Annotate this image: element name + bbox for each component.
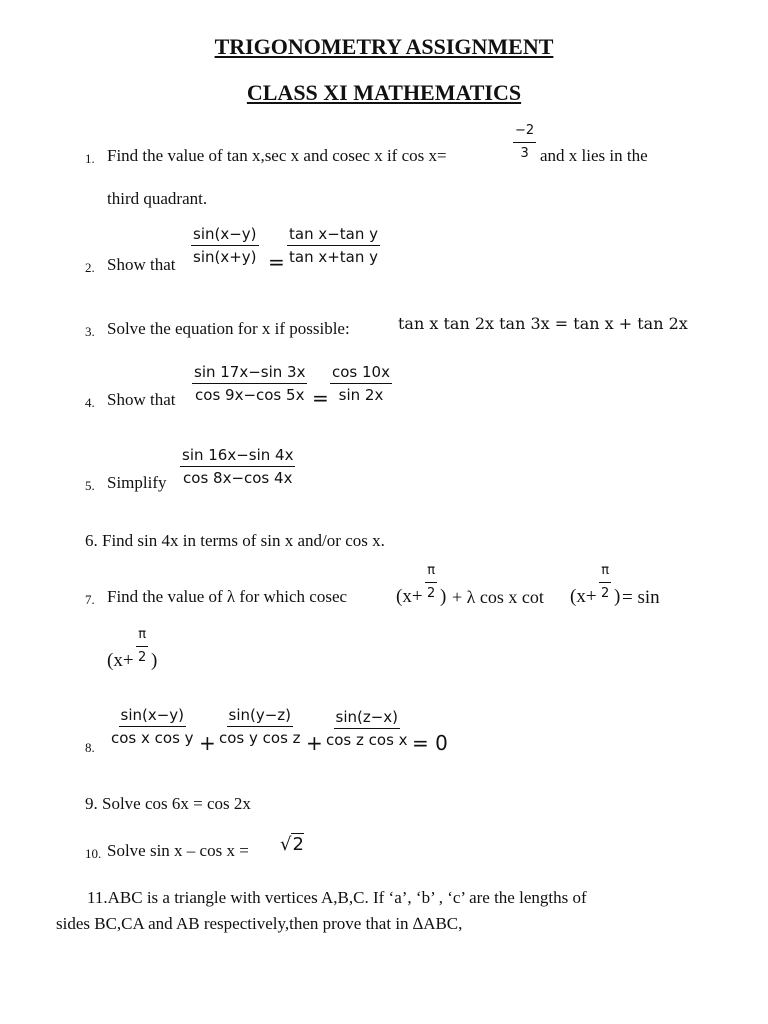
fraction-numerator: π <box>136 626 148 647</box>
question-text: + λ cos x cot <box>452 587 544 607</box>
fraction-numerator: π <box>599 562 611 583</box>
equals-sign: = <box>268 250 285 274</box>
fraction-numerator: sin(y−z) <box>227 706 294 727</box>
argument-close: ) <box>440 586 447 607</box>
fraction <box>191 225 259 266</box>
question-text: sides BC,CA and AB respectively,then prove that in ∆ABC, <box>56 914 463 933</box>
argument-close: ) <box>151 650 158 671</box>
equation: tan x tan 2x tan 3x = tan x + tan 2x <box>398 314 688 333</box>
fraction-numerator: sin(x−y) <box>191 225 259 246</box>
question-text: Solve the equation for x if possible: <box>107 319 350 338</box>
fraction-numerator: sin(z−x) <box>334 708 401 729</box>
question-number: 7. <box>85 592 95 607</box>
question-text: Simplify <box>107 473 167 492</box>
fraction <box>324 708 410 749</box>
fraction-denominator: 2 <box>601 586 610 601</box>
fraction-denominator: 2 <box>427 586 436 601</box>
question-number: 2. <box>85 260 95 275</box>
radicand: 2 <box>292 834 304 855</box>
fraction <box>109 706 196 747</box>
argument-close: ) <box>614 586 621 607</box>
question-number: 8. <box>85 740 95 755</box>
fraction <box>217 706 303 747</box>
question-text: Show that <box>107 390 176 409</box>
fraction-denominator: 3 <box>520 146 529 161</box>
question-text: Solve sin x – cos x = <box>107 841 249 860</box>
question-number: 5. <box>85 478 95 493</box>
question-text: and x lies in the <box>540 146 648 165</box>
question-text: Find the value of λ for which cosec <box>107 587 348 606</box>
page-subtitle: CLASS XI MATHEMATICS <box>246 80 522 105</box>
fraction-denominator: 2 <box>138 650 147 665</box>
question-text: Show that <box>107 255 176 274</box>
fraction-denominator: cos 8x−cos 4x <box>183 469 293 487</box>
question-number: 3. <box>85 324 95 339</box>
argument-open: (x+ <box>107 650 134 671</box>
question-number: 4. <box>85 395 95 410</box>
fraction <box>136 626 148 667</box>
fraction-numerator: tan x−tan y <box>287 225 380 246</box>
fraction-denominator: cos 9x−cos 5x <box>195 386 305 404</box>
fraction <box>287 225 380 266</box>
equals-zero: = 0 <box>412 731 448 755</box>
argument-open: (x+ <box>396 586 423 607</box>
fraction <box>599 562 611 603</box>
plus-sign: + <box>306 731 323 755</box>
question-9: 9. Solve cos 6x = cos 2x <box>85 794 251 813</box>
fraction <box>192 363 307 404</box>
equals-sign: = <box>312 386 329 410</box>
question-text: = sin <box>622 587 660 608</box>
fraction-denominator: tan x+tan y <box>289 248 379 266</box>
question-number: 10. <box>85 846 102 861</box>
fraction-denominator: cos x cos y <box>111 729 194 747</box>
fraction-numerator: sin(x−y) <box>119 706 187 727</box>
fraction-denominator: cos y cos z <box>219 729 301 747</box>
fraction-numerator: π <box>425 562 437 583</box>
fraction <box>425 562 437 603</box>
fraction-numerator: cos 10x <box>330 363 392 384</box>
fraction <box>513 122 536 163</box>
fraction-numerator: −2 <box>513 122 536 143</box>
plus-sign: + <box>199 731 216 755</box>
fraction-numerator: sin 17x−sin 3x <box>192 363 307 384</box>
fraction-denominator: sin 2x <box>338 386 384 404</box>
fraction <box>330 363 392 404</box>
question-number: 1. <box>85 151 95 166</box>
page-title: TRIGONOMETRY ASSIGNMENT <box>214 34 554 59</box>
square-root: √2 <box>280 834 304 855</box>
question-text: 11.ABC is a triangle with vertices A,B,C. If ‘a’, ‘b’ , ‘c’ are the lengths of <box>87 888 587 907</box>
fraction-denominator: sin(x+y) <box>193 248 257 266</box>
fraction <box>180 446 295 487</box>
fraction-denominator: cos z cos x <box>326 731 408 749</box>
question-6: 6. Find sin 4x in terms of sin x and/or cos x. <box>85 531 385 550</box>
question-text: Find the value of tan x,sec x and cosec x if cos x= <box>107 146 447 165</box>
argument-open: (x+ <box>570 586 597 607</box>
fraction-numerator: sin 16x−sin 4x <box>180 446 295 467</box>
question-text: third quadrant. <box>107 189 208 208</box>
